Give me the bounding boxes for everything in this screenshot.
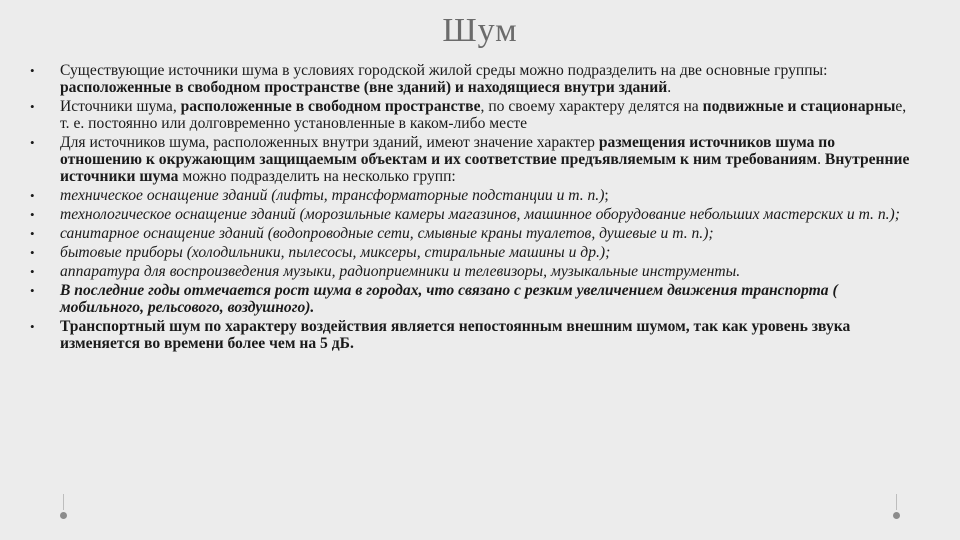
bullet-item: • Существующие источники шума в условиях городской жилой среды можно подразделить на две основные группы: расположенные в свободном пространстве (вне зданий) и находящиеся внутри зданий. <box>30 62 828 96</box>
bullet-item: • санитарное оснащение зданий (водопроводные сети, смывные краны туалетов, душевые и т. п.); <box>30 225 714 242</box>
bullet-item: • аппаратура для воспроизведения музыки, радиоприемники и телевизоры, музыкальные инструменты. <box>30 263 741 280</box>
bullet-dot-icon: • <box>30 188 35 203</box>
bullet-dot-icon: • <box>30 135 35 150</box>
bullet-item: • бытовые приборы (холодильники, пылесосы, миксеры, стиральные машины и др.); <box>30 244 611 261</box>
bullet-item: • Источники шума, расположенные в свободном пространстве, по своему характеру делятся на подвижные и стационарные, т. е. постоянно или долговременно установленные в каком-либо месте <box>30 98 907 132</box>
bullet-item: • техническое оснащение зданий (лифты, трансформаторные подстанции и т. п.); <box>30 187 609 204</box>
bullet-dot-icon: • <box>30 264 35 279</box>
bullet-dot-icon: • <box>30 283 35 298</box>
decorative-line-left <box>63 494 64 510</box>
bullet-dot-icon: • <box>30 319 35 334</box>
bullet-dot-icon: • <box>30 207 35 222</box>
slide-title: Шум <box>442 12 518 49</box>
bullet-item: • Для источников шума, расположенных внутри зданий, имеют значение характер размещения источников шума по отношению к окружающим защищаемым объектам и их соответствие предъявляемым к ним требованиям. Внутренние источники шума можно подразделить на несколько групп: <box>30 134 910 185</box>
bullet-item: • технологическое оснащение зданий (морозильные камеры магазинов, машинное оборудование небольших мастерских и т. п.); <box>30 206 900 223</box>
bullet-dot-icon: • <box>30 99 35 114</box>
decorative-dot-left-icon <box>60 512 67 519</box>
bullet-item: • Транспортный шум по характеру воздействия является непостоянным внешним шумом, так как уровень звука изменяется во времени более чем на 5 дБ. <box>30 318 851 352</box>
bullet-dot-icon: • <box>30 226 35 241</box>
bullet-dot-icon: • <box>30 245 35 260</box>
decorative-line-right <box>896 494 897 510</box>
bullet-item: • В последние годы отмечается рост шума в городах, что связано с резким увеличением движения транспорта ( мобильного, рельсового, воздушного). <box>30 282 838 316</box>
decorative-dot-right-icon <box>893 512 900 519</box>
bullet-list <box>30 62 910 354</box>
bullet-dot-icon: • <box>30 63 35 78</box>
